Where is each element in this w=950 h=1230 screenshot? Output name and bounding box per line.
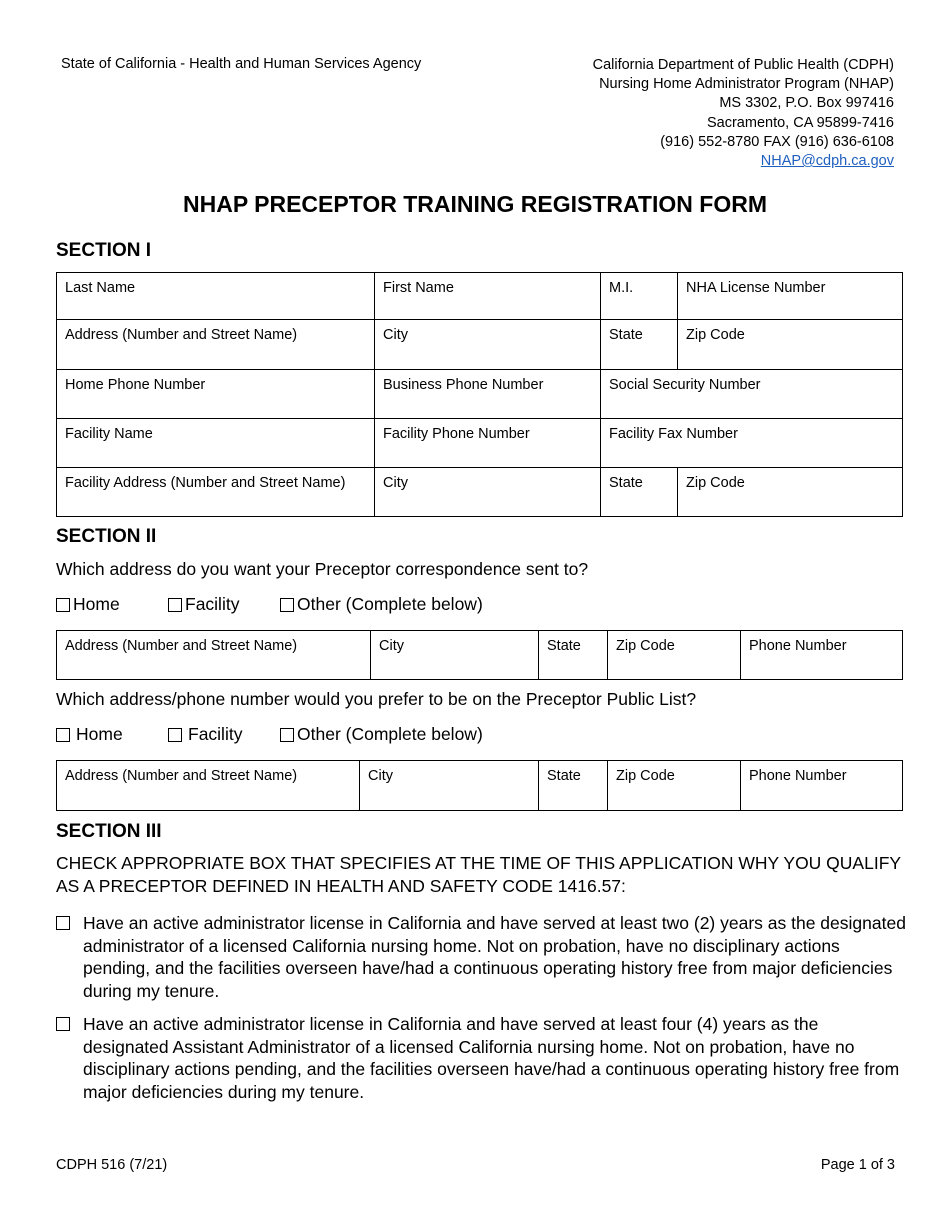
checkbox[interactable] [168,728,182,742]
public-phone-field[interactable]: Phone Number [741,761,903,811]
facility-address-field[interactable]: Facility Address (Number and Street Name) [57,468,375,517]
qualification-option-administrator[interactable] [56,912,906,1002]
corr-zip-field[interactable]: Zip Code [608,631,741,680]
corr-address-field[interactable]: Address (Number and Street Name) [57,631,371,680]
public-list-option-facility[interactable]: Facility [168,724,280,745]
correspondence-option-home[interactable]: Home [56,594,168,615]
dept-name: California Department of Public Health (CDPH) [592,57,894,73]
public-zip-field[interactable]: Zip Code [608,761,741,811]
facility-city-field[interactable]: City [375,468,601,517]
correspondence-options [56,594,483,615]
home-phone-field[interactable]: Home Phone Number [57,370,375,419]
criterion-text: Have an active administrator license in California and have served at least four (4) years as the designated Assistant Administrator of a licensed California nursing home. Not on probation, have no disciplinary actions pending, and the facilities overseen have/had a continuous operating history free from major deficiencies during my tenure. [83,1014,900,1102]
section-2-heading: SECTION II [56,526,157,547]
public-state-field[interactable]: State [539,761,608,811]
facility-phone-field[interactable]: Facility Phone Number [375,419,601,468]
program-name: Nursing Home Administrator Program (NHAP) [599,76,894,93]
checkbox[interactable] [56,1017,70,1031]
first-name-field[interactable]: First Name [375,273,601,320]
qualification-instruction: CHECK APPROPRIATE BOX THAT SPECIFIES AT THE TIME OF THIS APPLICATION WHY YOU QUALIFY AS A PRECEPTOR DEFINED IN HEALTH AND SAFETY CODE 1416.57: [56,853,901,896]
email-link[interactable]: NHAP@cdph.ca.gov [760,153,894,170]
license-number-field[interactable]: NHA License Number [678,273,903,320]
public-address-field[interactable]: Address (Number and Street Name) [57,761,360,811]
checkbox[interactable] [280,728,294,742]
middle-initial-field[interactable]: M.I. [601,273,678,320]
public-list-option-home[interactable]: Home [56,724,168,745]
public-list-option-other[interactable]: Other (Complete below) [280,724,483,745]
section-1-heading: SECTION I [56,240,152,261]
department-contact-block [474,56,894,171]
section-1-table [56,272,903,517]
public-city-field[interactable]: City [360,761,539,811]
section-3-heading: SECTION III [56,821,162,842]
checkbox[interactable] [280,598,294,612]
correspondence-option-facility[interactable]: Facility [168,594,280,615]
correspondence-option-other[interactable]: Other (Complete below) [280,594,483,615]
city-field[interactable]: City [375,320,601,370]
business-phone-field[interactable]: Business Phone Number [375,370,601,419]
checkbox[interactable] [56,916,70,930]
correspondence-address-table [56,630,903,680]
criterion-text: Have an active administrator license in California and have served at least two (2) years as the designated administrator of a licensed California nursing home. Not on probation, have no disciplinary actions pending, and the facilities overseen have/had a continuous operating history free from major deficiencies during my tenure. [83,913,906,1001]
ssn-field[interactable]: Social Security Number [601,370,903,419]
page-number: Page 1 of 3 [820,1157,895,1173]
qualification-option-assistant-administrator[interactable] [56,1013,906,1103]
city-zip: Sacramento, CA 95899-7416 [706,114,894,131]
public-list-question: Which address/phone number would you prefer to be on the Preceptor Public List? [56,689,697,709]
public-list-address-table [56,760,903,811]
facility-state-field[interactable]: State [601,468,678,517]
facility-zip-field[interactable]: Zip Code [678,468,903,517]
corr-city-field[interactable]: City [371,631,539,680]
form-number: CDPH 516 (7/21) [56,1157,168,1173]
corr-phone-field[interactable]: Phone Number [741,631,903,680]
zip-code-field[interactable]: Zip Code [678,320,903,370]
form-title: NHAP PRECEPTOR TRAINING REGISTRATION FORM [183,191,767,217]
facility-fax-field[interactable]: Facility Fax Number [601,419,903,468]
checkbox[interactable] [168,598,182,612]
corr-state-field[interactable]: State [539,631,608,680]
state-field[interactable]: State [601,320,678,370]
correspondence-question: Which address do you want your Preceptor correspondence sent to? [56,559,589,579]
address-field[interactable]: Address (Number and Street Name) [57,320,375,370]
facility-name-field[interactable]: Facility Name [57,419,375,468]
mail-stop: MS 3302, P.O. Box 997416 [719,95,894,112]
phone-fax: (916) 552-8780 FAX (916) 636-6108 [660,133,894,150]
last-name-field[interactable]: Last Name [57,273,375,320]
checkbox[interactable] [56,728,70,742]
public-list-options [56,724,483,745]
agency-name: State of California - Health and Human Services Agency [61,56,422,72]
checkbox[interactable] [56,598,70,612]
